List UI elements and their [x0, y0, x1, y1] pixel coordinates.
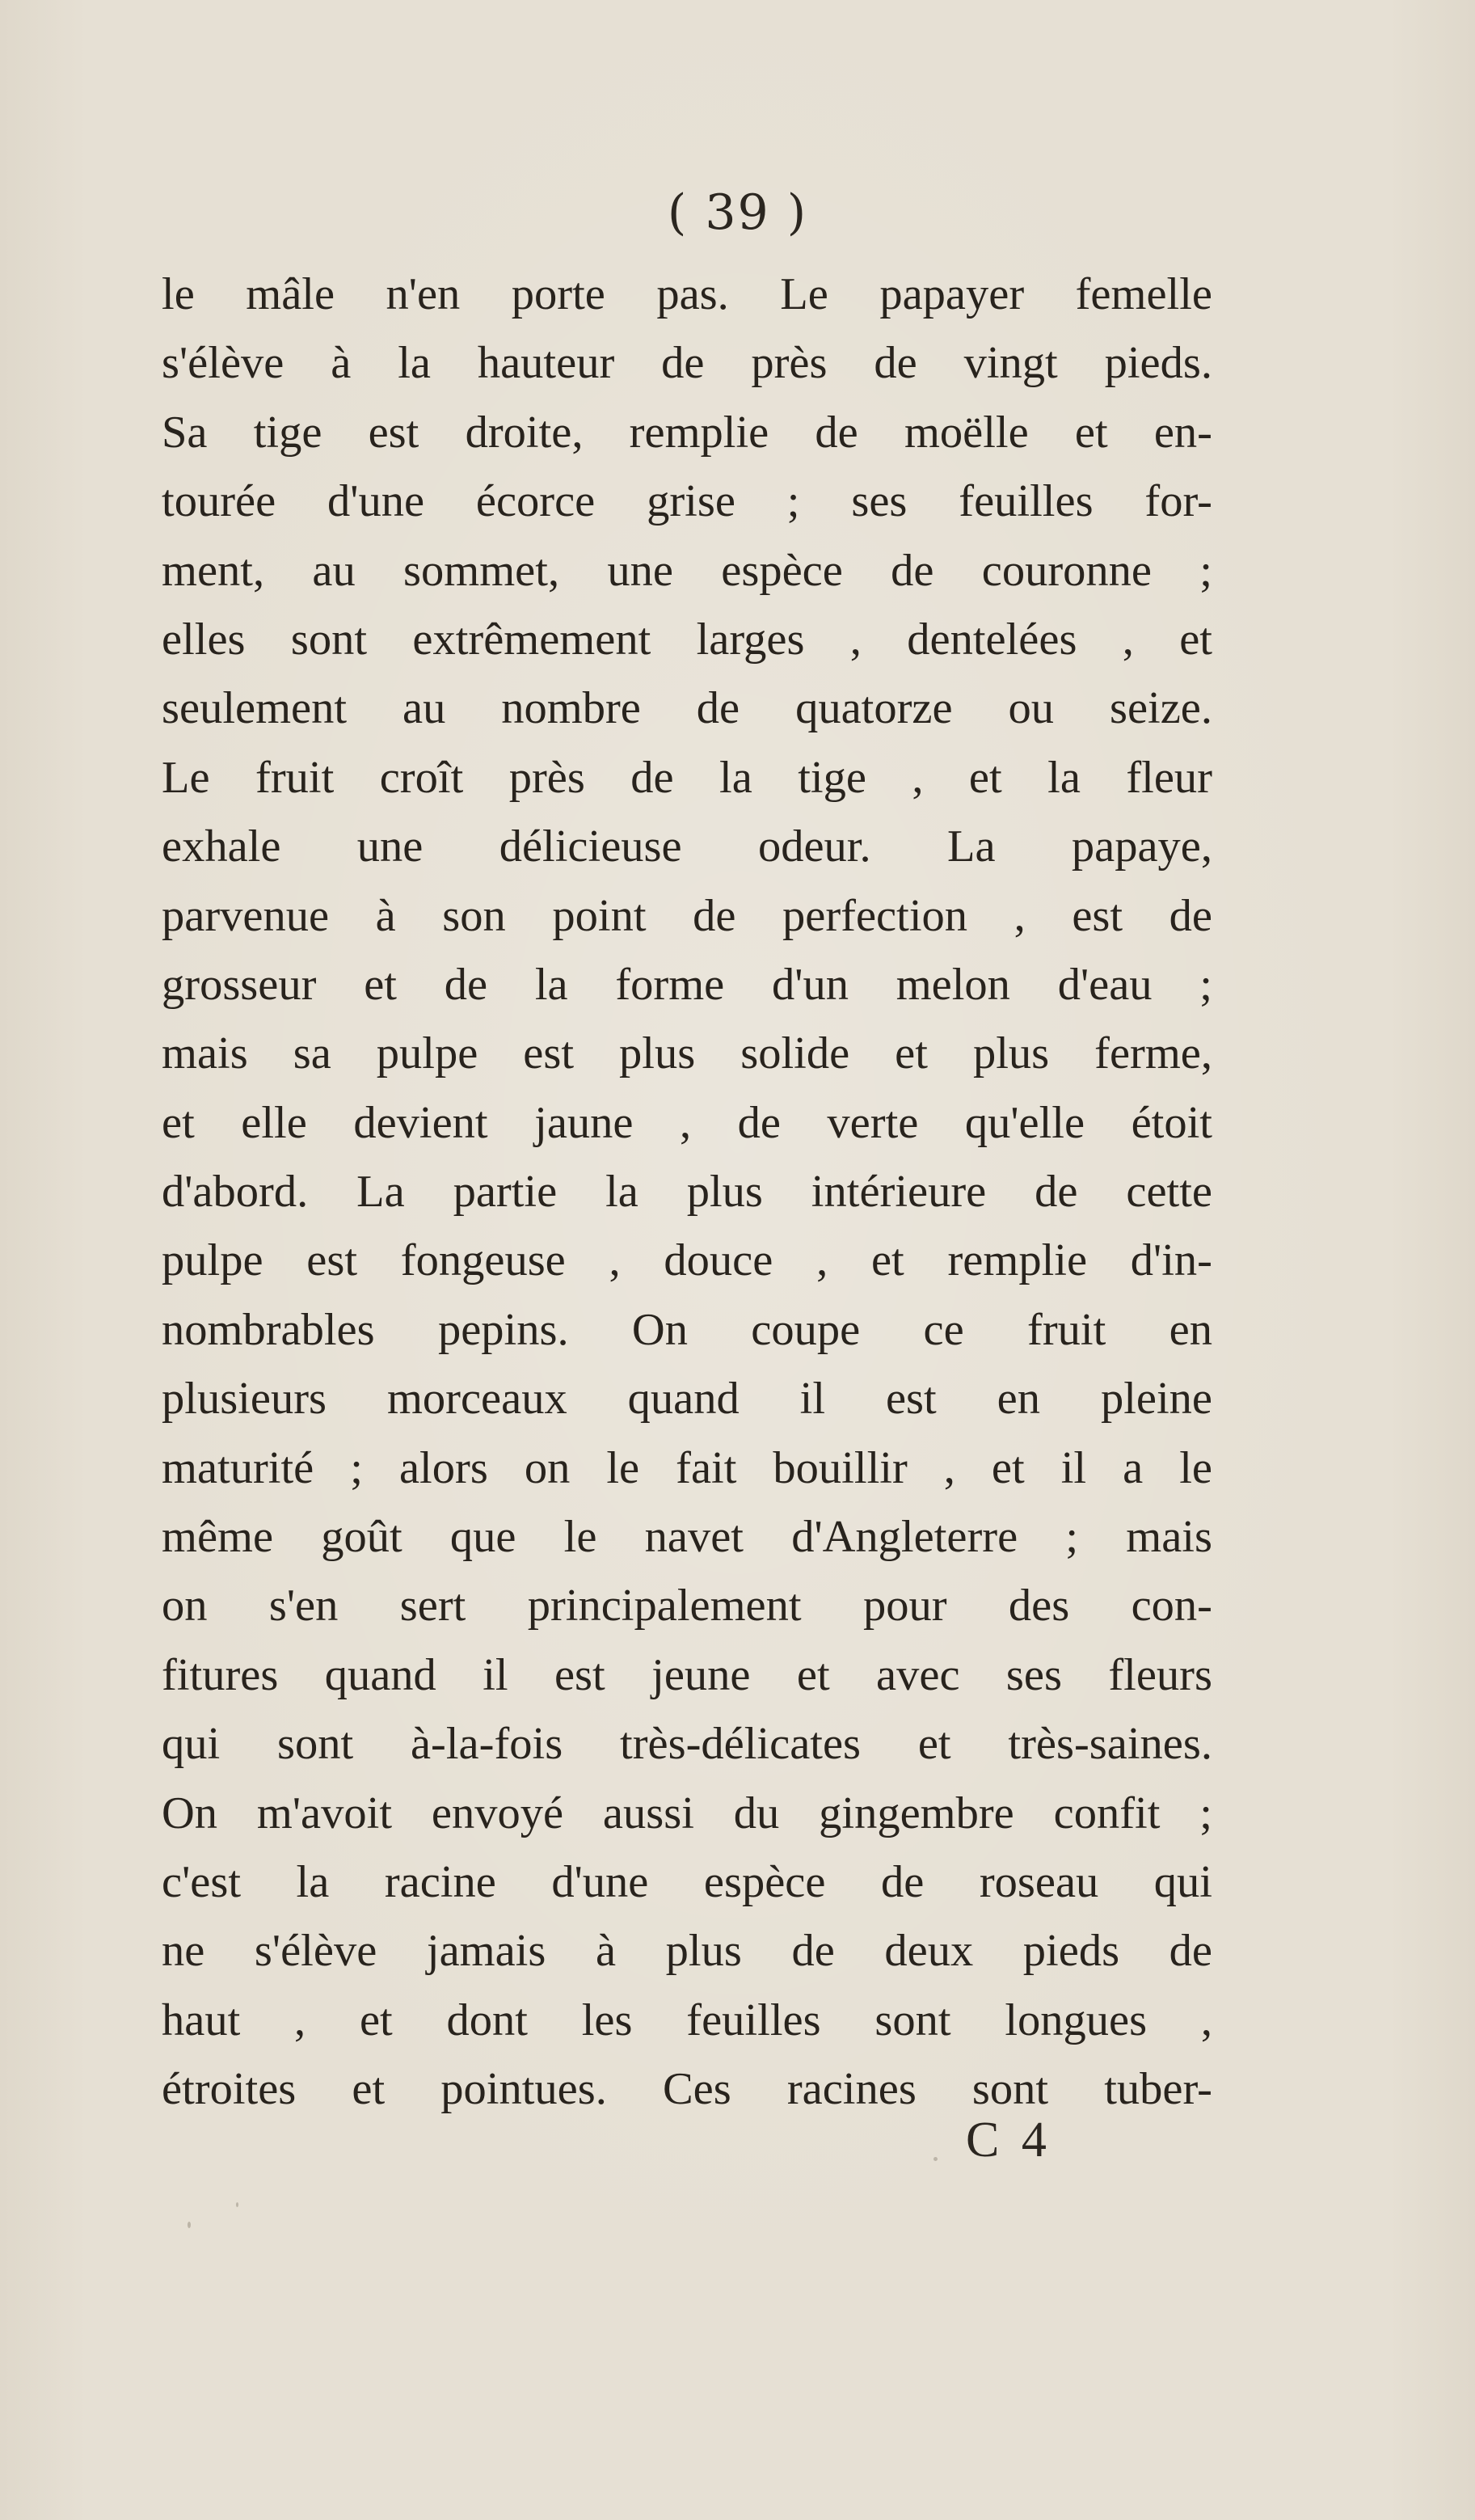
text-line: le mâle n'en porte pas. Le papayer femelle: [162, 269, 1212, 319]
text-line: On m'avoit envoyé aussi du gingembre confit ;: [162, 1788, 1212, 1838]
text-line: plusieurs morceaux quand il est en pleine: [162, 1374, 1212, 1425]
text-line: ment, au sommet, une espèce de couronne ;: [162, 545, 1212, 596]
text-line: haut , et dont les feuilles sont longues ,: [162, 1994, 1212, 2045]
text-line: exhale une délicieuse odeur. La papaye,: [162, 821, 1212, 872]
paper-speck: [188, 2222, 191, 2228]
text-line: on s'en sert principalement pour des con-: [162, 1581, 1212, 1631]
signature-mark: C 4: [966, 2113, 1051, 2168]
text-line: Le fruit croît près de la tige , et la fleur: [162, 752, 1212, 803]
text-line: s'élève à la hauteur de près de vingt pieds.: [162, 338, 1212, 389]
paper-speck: [236, 2202, 238, 2207]
text-line: parvenue à son point de perfection , est de: [162, 890, 1212, 941]
text-line: fitures quand il est jeune et avec ses fleurs: [162, 1649, 1212, 1700]
text-line: c'est la racine d'une espèce de roseau qui: [162, 1856, 1212, 1907]
paper-speck: [933, 2157, 938, 2161]
text-line: mais sa pulpe est plus solide et plus ferme,: [162, 1028, 1212, 1079]
text-line: seulement au nombre de quatorze ou seize.: [162, 683, 1212, 734]
text-line: qui sont à-la-fois très-délicates et très-saines.: [162, 1719, 1212, 1770]
text-line: d'abord. La partie la plus intérieure de cette: [162, 1167, 1212, 1218]
text-line: Sa tige est droite, remplie de moëlle et en-: [162, 407, 1212, 458]
text-line: maturité ; alors on le fait bouillir , et il a le: [162, 1442, 1212, 1493]
text-line: et elle devient jaune , de verte qu'elle étoit: [162, 1097, 1212, 1148]
text-line: pulpe est fongeuse , douce , et remplie d'in-: [162, 1235, 1212, 1286]
text-line: grosseur et de la forme d'un melon d'eau ;: [162, 959, 1212, 1010]
page-number: ( 39 ): [667, 184, 808, 241]
text-line: tourée d'une écorce grise ; ses feuilles for-: [162, 476, 1212, 527]
body-text: [162, 260, 1212, 2125]
text-line: elles sont extrêmement larges , dentelées , et: [162, 614, 1212, 665]
text-line: étroites et pointues. Ces racines sont tuber-: [162, 2064, 1212, 2115]
text-line: nombrables pepins. On coupe ce fruit en: [162, 1304, 1212, 1355]
text-line: ne s'élève jamais à plus de deux pieds de: [162, 1926, 1212, 1977]
text-line: même goût que le navet d'Angleterre ; mais: [162, 1512, 1212, 1563]
